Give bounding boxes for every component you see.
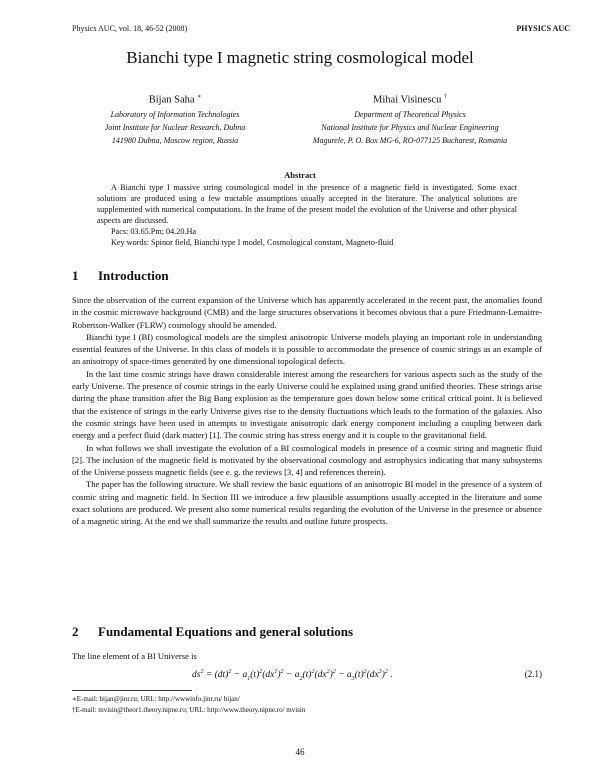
author-name: Bijan Saha ∗ [148,94,202,106]
footnote-1: ∗E-mail: bijan@jinr.ru; URL: http://wwwinfo.jinr.ru/ bijan/ [72,695,240,703]
affiliation-line: Joint Institute for Nuclear Research, Dubna [104,122,246,132]
paragraph: The paper has the following structure. We shall review the basic equations of an anisotropic BI model in the presence of a system of cosmic string and magnetic field. In Section III we introduce a few plausible assumptions usually accepted in the literature and some exact solutions are produced. We present also some numerical results regarding the evolution of the Universe in the presence or absence of a magnetic string. At the end we shall summarize the results and outline future prospects. [72,479,542,527]
footnote-2: †E-mail: mvisin@theor1.theory.nipne.ro; URL: http://www.theory.nipne.ro/ mvisin [72,706,306,714]
introduction-body [72,294,542,528]
pacs-line: Pacs: 03.65.Pm; 04.20.Ha [111,227,197,236]
paragraph: In the last time cosmic strings have drawn considerable interest among the researchers for various aspects such as the study of the early Universe. The presence of cosmic strings in the early Universe could be explained using grand unified theories. These strings arise during the phase transition after the Big Bang explosion as the temperature goes down below some critical critical point. It is believed that the existence of strings in the early Universe gives rise to the density fluctuations which leads to the formation of the galaxies. Also the cosmic strings have been used in attempts to investigate anisotropic dark energy component including a coupling between dark energy and a perfect fluid (dark matter) [1]. The cosmic string has stress energy and it is couple to the gravitational field. [72,368,542,441]
footnote-divider [72,690,192,691]
abstract-heading: Abstract [284,170,316,180]
equation-intro: The line element of a BI Universe is [72,651,197,661]
affiliation-line: Laboratory of Information Technologies [110,109,240,119]
affiliation-line: Department of Theoretical Physics [354,109,466,119]
paper-title: Bianchi type I magnetic string cosmological model [126,48,474,67]
running-header-right: PHYSICS AUC [516,24,570,33]
running-header-left: Physics AUC, vol. 18, 46-52 (2008) [72,24,188,33]
affiliation-line: National Institute for Physics and Nuclear Engineering [321,122,499,132]
paragraph: Bianchi type I (BI) cosmological models are the simplest anisotropic Universe models playing an important role in understanding essential features of the Universe. In this class of models it is possible to accommodate the presence of cosmic strings as an example of an anisotropy of space-times generated by one dimensional topological defects. [72,331,542,367]
author-block-1 [55,90,295,147]
author-block-2 [290,90,530,147]
abstract-body [97,182,517,248]
page-number: 46 [295,747,305,757]
section-heading-fundamental-equations: 2 Fundamental Equations and general solutions [72,624,354,639]
abstract-text: A Bianchi type I massive string cosmological model in the presence of a magnetic field is investigated. Some exact solutions are produced using a few tractable assumptions usually accepted in the literature. The analytical solutions are supplemented with numerical computations. In the frame of the present model the evolution of the Universe and other physical aspects are discussed. [97,183,517,225]
affiliation-line: 141980 Dubna, Moscow region, Russia [111,135,239,145]
paragraph: In what follows we shall investigate the evolution of a BI cosmological models in presence of a cosmic string and magnetic fluid [2]. The inclusion of the magnetic field is motivated by the observational cosmology and astrophysics indicating that many subsystems of the Universe possess magnetic fields (see e. g. the reviews [3, 4] and references therein). [72,442,542,478]
section-heading-introduction: 1 Introduction [72,268,169,283]
paragraph: Since the observation of the current expansion of the Universe which has apparently accelerated in the recent past, the anomalies found in the cosmic microwave background (CMB) and the large structures observations it becomes obvious that a pure Friedmann-Lemaitre-Robertson-Walker (FLRW) cosmology should be amended. [72,295,542,330]
affiliation-line: Magurele, P. O. Box MG-6, RO-077125 Bucharest, Romania [312,135,508,145]
equation-number: (2.1) [524,669,542,679]
line-element-equation: $ds^2 = (dt)^2 - a_1(t)^2(dx^1)^2 - a_2(t)^2(dx^2)^2 - a_3(t)^2(dx^3)^2$ . [192,669,393,683]
keywords-line: Key words: Spinor field, Bianchi type I model, Cosmological constant, Magneto-fluid [111,238,394,247]
author-name: Mihai Visinescu † [373,94,447,106]
